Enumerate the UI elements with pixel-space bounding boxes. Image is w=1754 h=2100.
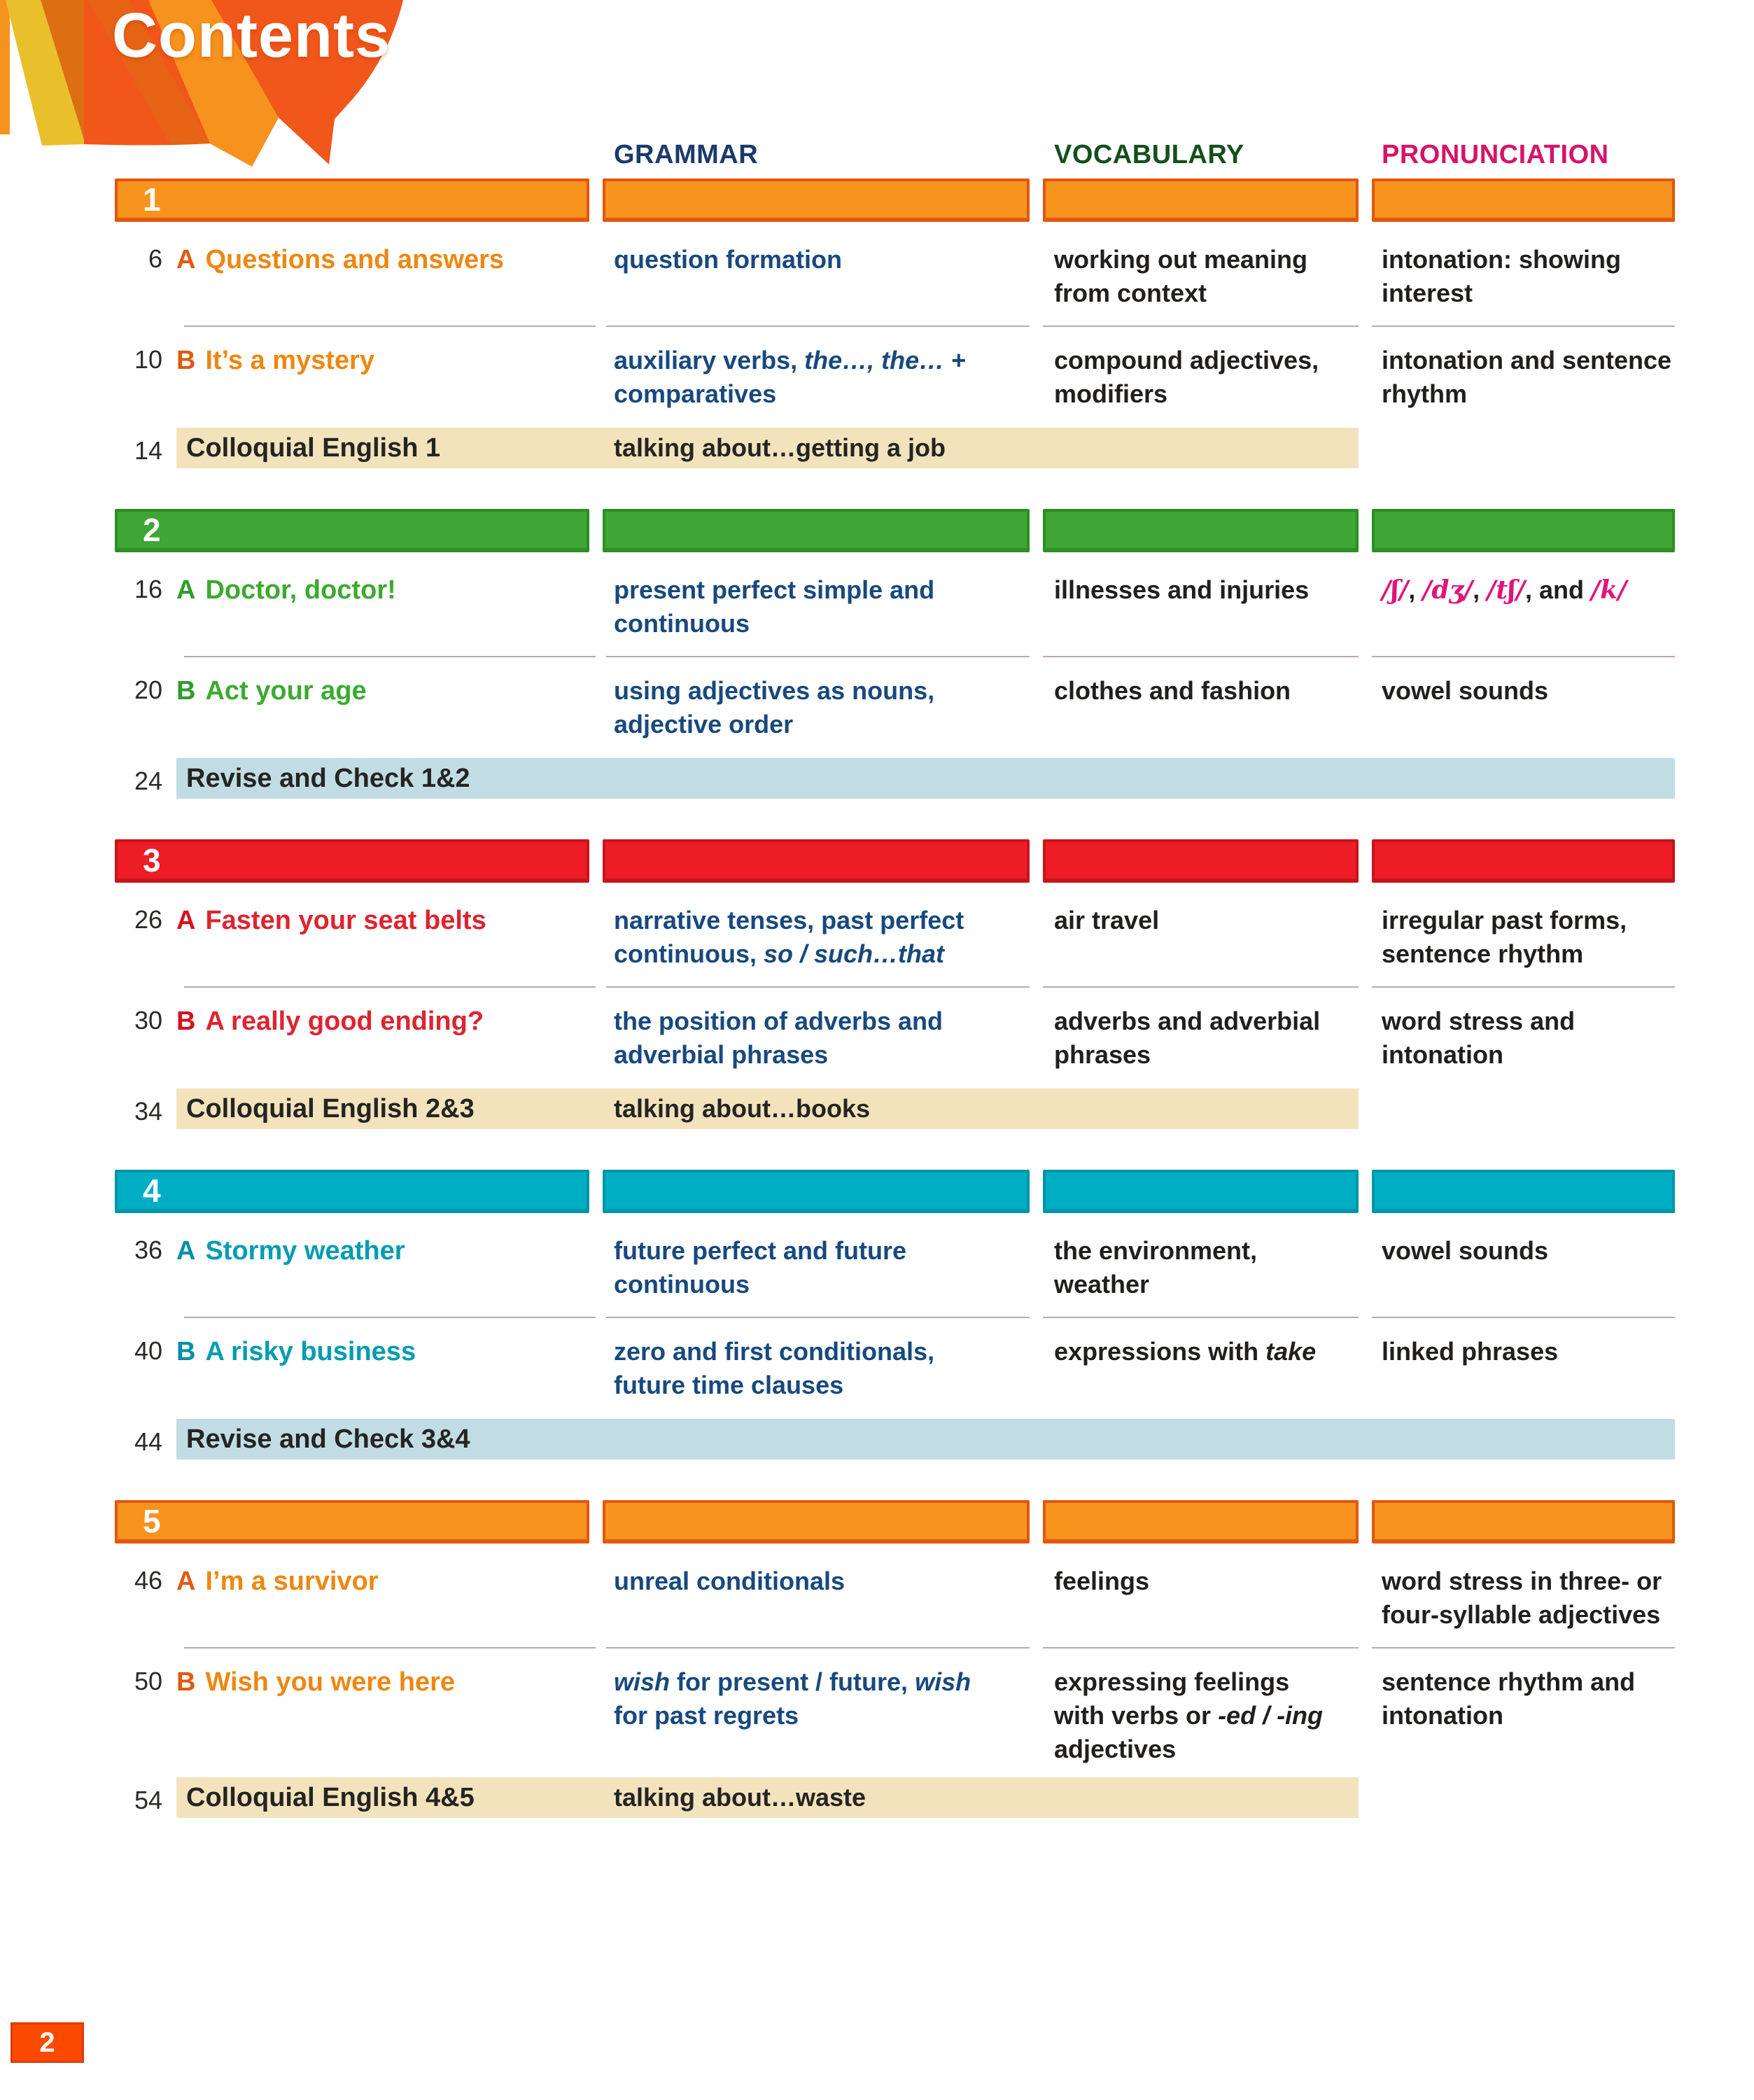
grammar-cell: unreal conditionals	[614, 1567, 846, 1595]
pronunciation-cell: intonation: showing interest	[1382, 245, 1621, 307]
pronunciation-cell: vowel sounds	[1382, 1236, 1549, 1265]
unit-section-2	[115, 509, 1675, 799]
vocabulary-column-bar	[1043, 178, 1359, 222]
lesson-title-text: A really good ending?	[205, 1007, 484, 1036]
band-topic-text: talking about…getting a job	[614, 433, 946, 462]
row-divider	[115, 1647, 1675, 1648]
unit-section-1	[115, 178, 1675, 468]
lesson-row	[115, 674, 1675, 752]
band-label: Revise and Check 1&2	[186, 763, 470, 793]
lesson-row	[115, 1234, 1675, 1312]
colloquial-english-band	[176, 428, 1359, 468]
unit-number: 5	[143, 1503, 161, 1539]
lesson-page-number: 36	[134, 1236, 162, 1264]
lesson-title-text: Wish you were here	[205, 1667, 455, 1697]
lesson-title-text: Act your age	[205, 676, 367, 706]
grammar-column-bar	[603, 178, 1030, 222]
lesson-title-text: Questions and answers	[205, 245, 505, 274]
column-headers	[115, 137, 1675, 178]
band-row	[115, 758, 1675, 799]
revise-and-check-band	[176, 1419, 1675, 1460]
banner-edge-strip	[0, 0, 10, 134]
vocabulary-cell: the environment, weather	[1054, 1236, 1258, 1298]
vocabulary-cell: compound adjectives, modifiers	[1054, 346, 1319, 408]
lesson-letter: A	[176, 1567, 196, 1596]
lesson-title	[176, 243, 603, 276]
lesson-title	[176, 1335, 603, 1368]
pronunciation-cell: linked phrases	[1382, 1337, 1559, 1366]
vocabulary-cell: feelings	[1054, 1567, 1150, 1595]
lesson-page-number: 40	[134, 1336, 162, 1365]
lesson-title	[176, 344, 603, 377]
revise-and-check-band	[176, 758, 1675, 799]
pronunciation-column-bar	[1372, 178, 1675, 222]
grammar-cell: narrative tenses, past perfect continuous, so / such…that	[614, 906, 964, 968]
vocabulary-cell: air travel	[1054, 906, 1160, 934]
lesson-row	[115, 904, 1675, 982]
lesson-title-text: Doctor, doctor!	[205, 575, 396, 605]
vocabulary-cell: adverbs and adverbial phrases	[1054, 1007, 1321, 1069]
lesson-title	[176, 1564, 603, 1598]
vocabulary-cell: clothes and fashion	[1054, 676, 1291, 705]
unit-bar	[115, 178, 589, 222]
grammar-cell: auxiliary verbs, the…, the… + comparatives	[614, 346, 967, 408]
lesson-letter: A	[176, 906, 196, 935]
lesson-title-text: I’m a survivor	[205, 1567, 379, 1596]
grammar-cell: present perfect simple and continuous	[614, 575, 935, 638]
vocabulary-cell: working out meaning from context	[1054, 245, 1308, 307]
grammar-cell: future perfect and future continuous	[614, 1236, 907, 1298]
band-page-number: 54	[134, 1786, 162, 1814]
page-title: Contents	[112, 1, 391, 71]
lesson-row	[115, 1004, 1675, 1083]
pronunciation-column-bar	[1372, 509, 1675, 552]
unit-bar	[115, 509, 589, 552]
grammar-cell: zero and first conditionals, future time clauses	[614, 1337, 935, 1399]
band-label: Colloquial English 2&3	[186, 1093, 475, 1124]
lesson-page-number: 46	[134, 1566, 162, 1595]
grammar-column-bar	[603, 839, 1030, 883]
band-page-number: 44	[134, 1427, 162, 1456]
lesson-row	[115, 344, 1675, 422]
unit-number: 1	[143, 181, 161, 218]
unit-color-bars	[115, 1170, 1675, 1213]
grammar-column-header: GRAMMAR	[614, 140, 759, 169]
grammar-cell: question formation	[614, 245, 842, 274]
lesson-row	[115, 1665, 1675, 1772]
lesson-title-text: Stormy weather	[205, 1236, 405, 1266]
pronunciation-cell: word stress in three- or four-syllable adjectives	[1382, 1567, 1662, 1629]
unit-bar	[115, 1170, 589, 1213]
row-divider	[115, 1317, 1675, 1318]
row-divider	[115, 986, 1675, 988]
lesson-title	[176, 674, 603, 708]
unit-color-bars	[115, 839, 1675, 883]
band-row	[115, 1419, 1675, 1460]
lesson-row	[115, 1335, 1675, 1413]
vocabulary-column-bar	[1043, 509, 1359, 552]
colloquial-english-band	[176, 1777, 1359, 1818]
pronunciation-column-header: PRONUNCIATION	[1382, 140, 1609, 169]
pronunciation-cell: /ʃ/, /dʒ/, /tʃ/, and /k/	[1382, 575, 1627, 605]
lesson-title	[176, 1665, 603, 1699]
unit-section-4	[115, 1170, 1675, 1460]
unit-bar	[115, 839, 589, 883]
grammar-column-bar	[603, 509, 1030, 552]
vocabulary-cell: illnesses and injuries	[1054, 575, 1310, 604]
vocabulary-column-header: VOCABULARY	[1054, 140, 1244, 169]
band-topic-text: talking about…books	[614, 1094, 871, 1123]
lesson-title-text: Fasten your seat belts	[205, 906, 486, 935]
lesson-letter: B	[176, 346, 196, 375]
lesson-title-text: A risky business	[205, 1337, 416, 1366]
lesson-page-number: 26	[134, 905, 162, 934]
footer-page-number: 2	[10, 2022, 84, 2063]
lesson-letter: A	[176, 575, 196, 605]
band-label: Colloquial English 4&5	[186, 1782, 475, 1812]
colloquial-english-band	[176, 1088, 1359, 1129]
lesson-letter: A	[176, 1236, 196, 1266]
grammar-cell: wish for present / future, wish for past regrets	[614, 1667, 971, 1730]
row-divider	[115, 326, 1675, 327]
pronunciation-cell: vowel sounds	[1382, 676, 1549, 705]
vocabulary-column-bar	[1043, 1170, 1359, 1213]
lesson-page-number: 50	[134, 1667, 162, 1695]
unit-section-3	[115, 839, 1675, 1129]
pronunciation-cell: word stress and intonation	[1382, 1007, 1576, 1069]
unit-section-5	[115, 1500, 1675, 1818]
unit-color-bars	[115, 509, 1675, 552]
lesson-title	[176, 1234, 603, 1268]
band-page-number: 24	[134, 766, 162, 795]
grammar-column-bar	[603, 1170, 1030, 1213]
unit-bar	[115, 1500, 589, 1544]
lesson-row	[115, 573, 1675, 652]
vocabulary-cell: expressions with take	[1054, 1337, 1317, 1366]
pronunciation-cell: irregular past forms, sentence rhythm	[1382, 906, 1627, 968]
pronunciation-cell: sentence rhythm and intonation	[1382, 1667, 1636, 1730]
grammar-cell: the position of adverbs and adverbial phrases	[614, 1007, 943, 1069]
unit-number: 3	[143, 842, 161, 878]
lesson-row	[115, 243, 1675, 321]
lesson-title	[176, 1004, 603, 1038]
band-topic-text: talking about…waste	[614, 1783, 867, 1812]
vocabulary-column-bar	[1043, 839, 1359, 883]
grammar-cell: using adjectives as nouns, adjective order	[614, 676, 935, 738]
lesson-title	[176, 573, 603, 607]
lesson-letter: A	[176, 245, 196, 274]
lesson-page-number: 30	[134, 1006, 162, 1035]
lesson-title	[176, 904, 603, 937]
grammar-column-bar	[603, 1500, 1030, 1544]
lesson-page-number: 20	[134, 676, 162, 704]
unit-color-bars	[115, 178, 1675, 222]
band-row	[115, 1777, 1675, 1818]
band-label: Revise and Check 3&4	[186, 1424, 470, 1454]
unit-number: 4	[143, 1172, 161, 1209]
lesson-page-number: 16	[134, 575, 162, 603]
lesson-letter: B	[176, 1667, 196, 1697]
pronunciation-column-bar	[1372, 1500, 1675, 1544]
pronunciation-cell: intonation and sentence rhythm	[1382, 346, 1672, 408]
lesson-page-number: 6	[148, 244, 162, 273]
lesson-letter: B	[176, 1007, 196, 1036]
contents-table	[115, 137, 1675, 1858]
pronunciation-column-bar	[1372, 1170, 1675, 1213]
band-page-number: 34	[134, 1097, 162, 1126]
band-row	[115, 1088, 1675, 1129]
band-row	[115, 428, 1675, 468]
lesson-letter: B	[176, 676, 196, 706]
vocabulary-column-bar	[1043, 1500, 1359, 1544]
lesson-row	[115, 1564, 1675, 1643]
unit-number: 2	[143, 512, 161, 548]
band-page-number: 14	[134, 436, 162, 465]
pronunciation-column-bar	[1372, 839, 1675, 883]
unit-color-bars	[115, 1500, 1675, 1544]
lesson-page-number: 10	[134, 345, 162, 374]
vocabulary-cell: expressing feelings with verbs or -ed / -ing adjectives	[1054, 1667, 1324, 1763]
row-divider	[115, 656, 1675, 657]
lesson-letter: B	[176, 1337, 196, 1366]
lesson-title-text: It’s a mystery	[205, 346, 374, 375]
band-label: Colloquial English 1	[186, 433, 441, 463]
